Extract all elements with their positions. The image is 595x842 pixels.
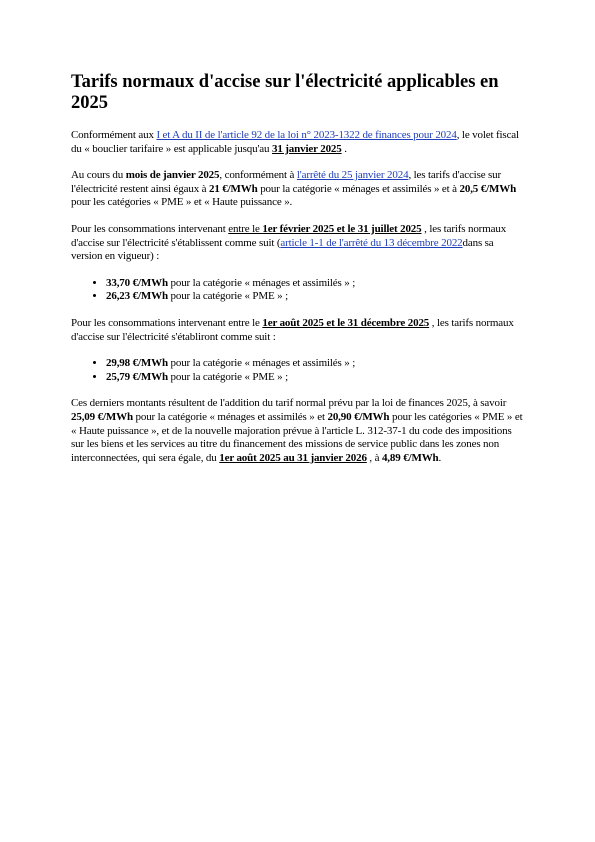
text: Pour les consommations intervenant entre le (71, 316, 263, 329)
paragraph-fevrier-juillet (71, 223, 526, 264)
text: Conformément aux (71, 129, 157, 141)
text: . (438, 451, 442, 464)
text: , le volet fiscal du « bouclier tarifaire » est applicable jusqu'au (71, 129, 519, 155)
link-loi-finances-2024[interactable]: I et A du II de l'article 92 de la loi n° 2023-1322 de finances pour 2024 (156, 129, 457, 141)
list-tarifs-aout-decembre (71, 357, 526, 384)
bold-text: 25,09 €/MWh (71, 410, 133, 423)
document-content (71, 72, 526, 478)
period-fevrier-juillet: 1er février 2025 et le 31 juillet 2025 (262, 222, 422, 235)
paragraph-janvier (71, 169, 526, 210)
tarif-value: 29,98 €/MWh (106, 357, 168, 370)
period-aout-2025-janvier-2026: 1er août 2025 au 31 janvier 2026 (219, 451, 367, 464)
tarif-value: 25,79 €/MWh (106, 370, 168, 383)
bold-text: 20,5 €/MWh (459, 182, 517, 195)
text: pour les catégories « PME » et « Haute puissance ». (71, 196, 293, 209)
text: Pour les consommations intervenant (71, 222, 229, 235)
text: , les tarifs normaux d'accise sur l'électricité s'établissent comme suit ( (71, 222, 507, 249)
bold-text: 21 €/MWh (209, 182, 258, 195)
underlined-text: entre le (228, 222, 263, 235)
period-aout-decembre: 1er août 2025 et le 31 décembre 2025 (262, 316, 430, 329)
text: pour la catégorie « ménages et assimilés » et (132, 410, 328, 423)
bold-text: mois de janvier 2025 (125, 169, 220, 182)
paragraph-aout-decembre (71, 317, 526, 344)
page-title: Tarifs normaux d'accise sur l'électricité applicables en 2025 (71, 72, 499, 113)
text: Ces derniers montants résultent de l'addition du tarif normal prévu par la loi de finances 2025, à savoir (71, 397, 507, 410)
text: , conformément à (219, 169, 297, 182)
tarif-value: 33,70 €/MWh (106, 276, 168, 289)
list-item (106, 277, 526, 291)
tarif-value: 26,23 €/MWh (106, 290, 168, 303)
text: Au cours du (71, 169, 126, 182)
text: pour la catégorie « PME » ; (167, 370, 289, 383)
list-tarifs-fevrier-juillet (71, 277, 526, 304)
paragraph-explication (71, 397, 526, 465)
text: pour la catégorie « ménages et assimilés » et à (257, 182, 460, 195)
text: , les tarifs d'accise sur l'électricité restent ainsi égaux à (71, 169, 502, 195)
text: pour la catégorie « ménages et assimilés » ; (167, 357, 356, 370)
list-item (106, 357, 526, 371)
list-item (106, 290, 526, 304)
text: , à (366, 451, 382, 464)
bold-text: 20,90 €/MWh (327, 410, 390, 423)
text: pour la catégorie « PME » ; (167, 290, 289, 303)
date-31-janvier-2025: 31 janvier 2025 (271, 142, 342, 155)
link-arrete-13-decembre-2022[interactable]: article 1-1 de l'arrêté du 13 décembre 2022 (280, 236, 463, 249)
link-arrete-25-janvier-2024[interactable]: l'arrêté du 25 janvier 2024 (296, 169, 409, 182)
text: pour les catégories « PME » et « Haute puissance », et de la nouvelle majoration prévue à l'article L. 312-37-1 du code des impositions sur les biens et les services au titre du financement des missions de service public dans les zones non interconnectées, qui sera égale, du (71, 410, 523, 464)
list-item (106, 371, 526, 385)
text: dans sa version en vigueur) : (71, 236, 494, 263)
text: . (341, 142, 347, 155)
text: , les tarifs normaux d'accise sur l'électricité s'établiront comme suit : (71, 316, 514, 343)
bold-text: 4,89 €/MWh (381, 451, 439, 464)
paragraph-bouclier (71, 129, 526, 156)
text: pour la catégorie « ménages et assimilés » ; (167, 276, 356, 289)
